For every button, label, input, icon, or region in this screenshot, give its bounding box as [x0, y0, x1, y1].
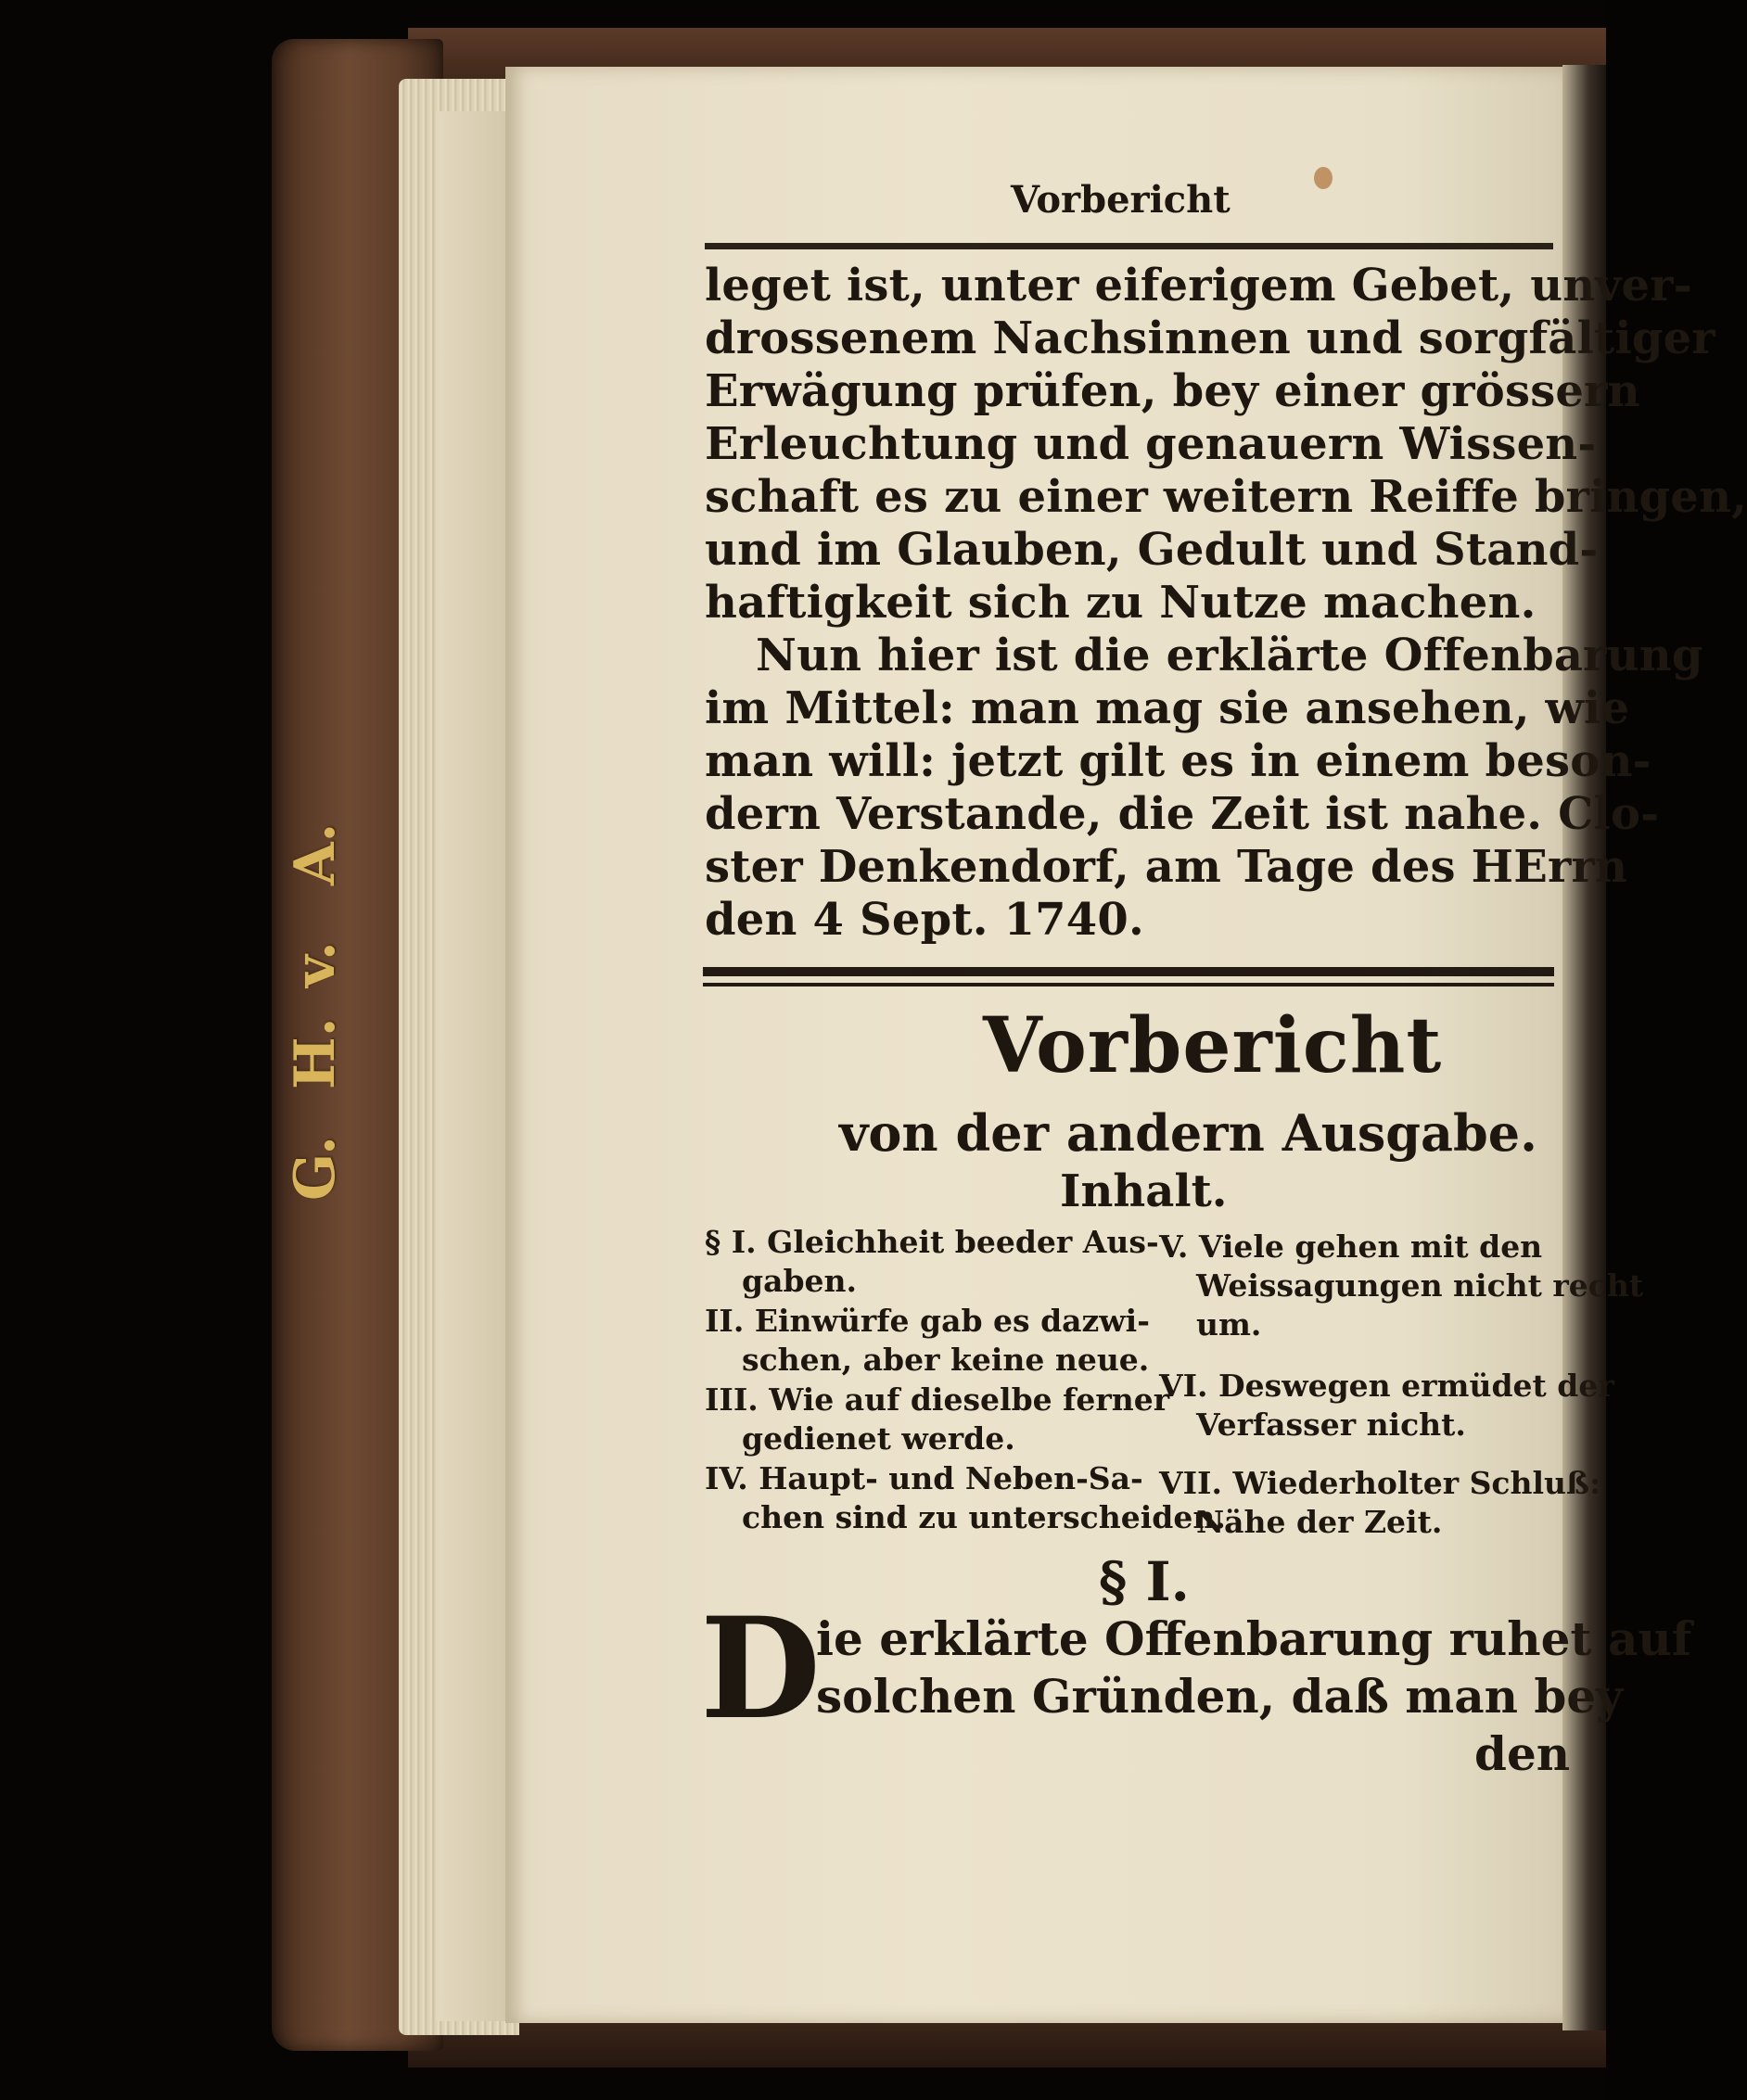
toc-right-line: um.: [1196, 1306, 1262, 1343]
toc-left-line: chen sind zu unterscheiden.: [742, 1499, 1226, 1535]
spine-letter: H.: [283, 1017, 348, 1089]
section-title: Vorbericht: [983, 1001, 1443, 1090]
spine-letter: G.: [283, 1136, 348, 1201]
toc-right-line: V. Viele gehen mit den: [1159, 1228, 1543, 1265]
toc-left-line: II. Einwürfe gab es dazwi-: [705, 1303, 1150, 1339]
paragraph-line: ster Denkendorf, am Tage des HErrn: [705, 841, 1628, 893]
toc-right-line: Verfasser nicht.: [1196, 1406, 1466, 1443]
body-line: den: [1474, 1726, 1571, 1781]
toc-right-line: Weissagungen nicht recht: [1196, 1267, 1644, 1304]
toc-left-line: IV. Haupt- und Neben-Sa-: [705, 1460, 1143, 1496]
drop-cap: D: [700, 1587, 822, 1750]
contents-heading: Inhalt.: [1060, 1165, 1228, 1217]
toc-left-line: III. Wie auf dieselbe ferner: [705, 1381, 1170, 1418]
paragraph-line: schaft es zu einer weitern Reiffe bringen,: [705, 471, 1747, 523]
spine-letter: v.: [283, 941, 348, 987]
paragraph-line: haftigkeit sich zu Nutze machen.: [705, 577, 1537, 629]
spine-letter: A.: [283, 822, 348, 885]
section-rule-thin: [703, 983, 1554, 986]
section-rule: [703, 967, 1554, 976]
toc-right-line: VII. Wiederholter Schluß:: [1159, 1465, 1601, 1501]
toc-left-line: gaben.: [742, 1263, 858, 1299]
paper-stain: [1314, 167, 1333, 189]
paragraph-line: im Mittel: man mag sie ansehen, wie: [705, 682, 1630, 734]
paragraph-line: drossenem Nachsinnen und sorgfältiger: [705, 312, 1715, 364]
page-edges-inner: [436, 111, 510, 2021]
toc-left-line: § I. Gleichheit beeder Aus-: [705, 1224, 1159, 1260]
toc-left-line: schen, aber keine neue.: [742, 1342, 1150, 1378]
paragraph-line: man will: jetzt gilt es in einem beson-: [705, 735, 1651, 787]
paragraph-line: und im Glauben, Gedult und Stand-: [705, 524, 1599, 576]
body-line: solchen Gründen, daß man bey: [816, 1669, 1624, 1724]
paragraph-line: Erwägung prüfen, bey einer grössern: [705, 365, 1640, 417]
paragraph-line: den 4 Sept. 1740.: [705, 894, 1144, 946]
section-number: § I.: [1099, 1550, 1190, 1613]
paragraph-line: leget ist, unter eiferigem Gebet, unver-: [705, 260, 1692, 312]
toc-left-line: gedienet werde.: [742, 1420, 1015, 1457]
section-subtitle: von der andern Ausgabe.: [839, 1103, 1537, 1163]
paragraph-line: dern Verstande, die Zeit ist nahe. Clo-: [705, 788, 1660, 840]
paragraph-line: Nun hier ist die erklärte Offenbarung: [756, 630, 1703, 681]
body-line: ie erklärte Offenbarung ruhet auf: [816, 1611, 1692, 1666]
toc-right-line: VI. Deswegen ermüdet der: [1159, 1368, 1614, 1404]
paragraph-line: Erleuchtung und genauern Wissen-: [705, 418, 1597, 470]
running-head: Vorbericht: [1011, 178, 1231, 222]
toc-right-line: Nähe der Zeit.: [1196, 1504, 1443, 1540]
header-rule: [705, 243, 1553, 249]
